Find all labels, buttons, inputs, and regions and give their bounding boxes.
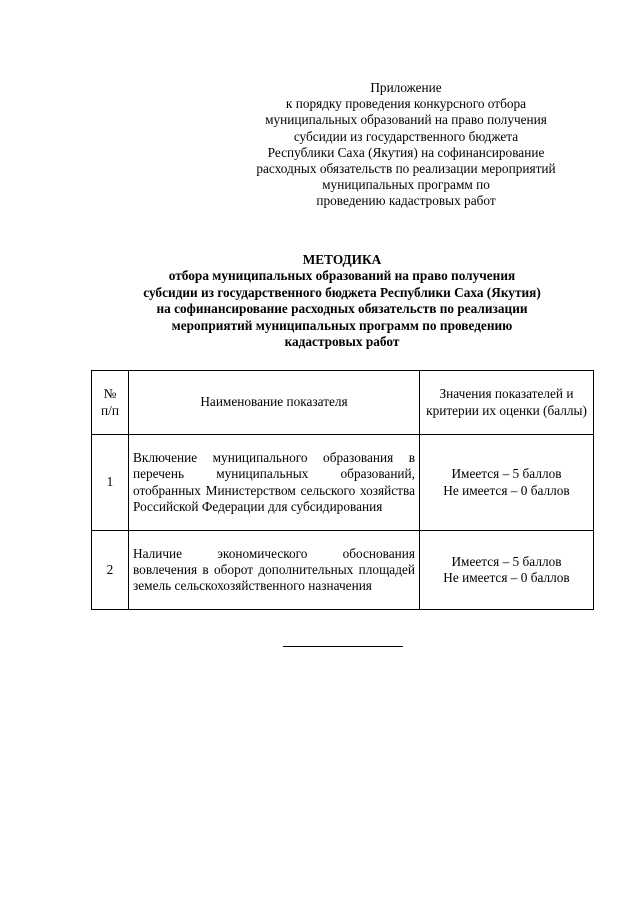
appendix-line: расходных обязательств по реализации мероприятий xyxy=(256,161,556,177)
row-indicator-name: Включение муниципального образования в перечень муниципальных образований, отобранных Министерством сельского хозяйства Российской Федерации для субсидирования xyxy=(129,435,420,531)
document-title xyxy=(90,252,594,350)
header-criteria: Значения показателей и критерии их оценки (баллы) xyxy=(420,371,594,435)
appendix-line: Приложение xyxy=(370,80,442,95)
row-number: 2 xyxy=(92,531,129,610)
header-number xyxy=(92,371,129,435)
row-criteria xyxy=(420,435,594,531)
row-indicator-name: Наличие экономического обоснования вовлечения в оборот дополнительных площадей земель сельскохозяйственного назначения xyxy=(129,531,420,610)
criteria-yes: Имеется – 5 баллов xyxy=(451,466,562,482)
row-criteria xyxy=(420,531,594,610)
appendix-line: проведению кадастровых работ xyxy=(316,193,496,209)
table-row xyxy=(92,435,594,531)
criteria-yes: Имеется – 5 баллов xyxy=(451,553,562,569)
appendix-line: муниципальных программ по xyxy=(322,177,490,193)
criteria-no: Не имеется – 0 баллов xyxy=(443,570,570,585)
title-line: на софинансирование расходных обязательств по реализации xyxy=(156,301,528,317)
title-line: субсидии из государственного бюджета Республики Саха (Якутия) xyxy=(143,284,541,300)
appendix-line: субсидии из государственного бюджета xyxy=(293,128,519,144)
appendix-line: муниципальных образований на право получения xyxy=(265,112,547,128)
title-line: отбора муниципальных образований на право получения xyxy=(168,268,516,284)
table-row xyxy=(92,531,594,610)
indicators-table xyxy=(91,370,594,610)
title-line: мероприятий муниципальных программ по проведению xyxy=(171,317,513,333)
appendix-line: к порядку проведения конкурсного отбора xyxy=(285,96,527,112)
row-number: 1 xyxy=(92,435,129,531)
criteria-no: Не имеется – 0 баллов xyxy=(443,482,570,498)
header-number-abbr: п/п xyxy=(101,402,119,418)
title-heading: МЕТОДИКА xyxy=(302,252,382,267)
header-indicator-name: Наименование показателя xyxy=(129,371,420,435)
table-header-row xyxy=(92,371,594,435)
title-line: кадастровых работ xyxy=(284,334,400,350)
closing-divider xyxy=(283,646,403,647)
appendix-header xyxy=(228,80,584,210)
header-number-symbol: № xyxy=(103,386,117,402)
appendix-line: Республики Саха (Якутия) на софинансирование xyxy=(267,144,545,160)
